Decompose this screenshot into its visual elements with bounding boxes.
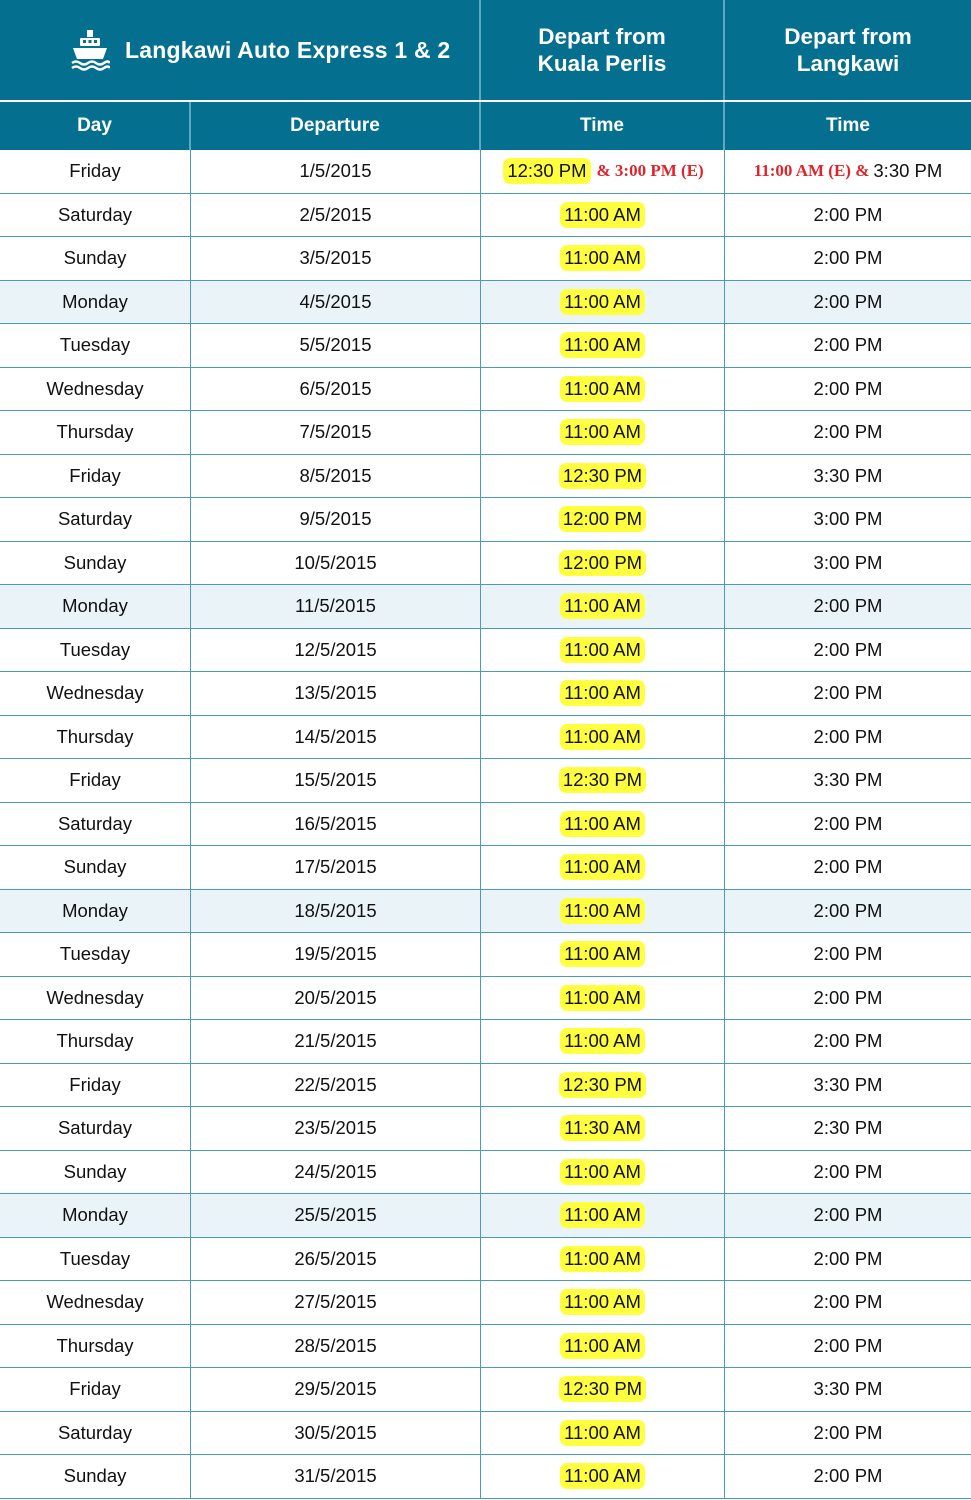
- day-cell: Sunday: [0, 237, 191, 280]
- kp-time: 11:00 AM: [560, 1420, 645, 1446]
- kp-time-cell: [481, 194, 725, 237]
- schedule-banner: [0, 0, 971, 100]
- kp-time-cell: [481, 672, 725, 715]
- kp-time: 11:00 AM: [560, 593, 645, 619]
- day-cell: Sunday: [0, 1455, 191, 1498]
- table-row: [0, 846, 971, 890]
- lk-time-cell: 3:30 PM: [813, 1073, 883, 1095]
- kp-time-cell: [481, 890, 725, 933]
- kp-time: 12:30 PM: [559, 1376, 646, 1402]
- day-cell: Sunday: [0, 846, 191, 889]
- date-cell: 13/5/2015: [191, 672, 481, 715]
- table-row: [0, 977, 971, 1021]
- kp-time-cell: [481, 1368, 725, 1411]
- kp-time-cell: [481, 846, 725, 889]
- table-row: [0, 324, 971, 368]
- kp-time-cell: [481, 150, 725, 193]
- kp-time: 11:00 AM: [560, 985, 645, 1011]
- kp-time: 11:00 AM: [560, 1028, 645, 1054]
- lk-time-cell: 3:30 PM: [813, 769, 883, 791]
- kp-extra-trip: & 3:00 PM (E): [596, 161, 704, 181]
- table-row: [0, 498, 971, 542]
- table-row: [0, 1368, 971, 1412]
- table-row: [0, 672, 971, 716]
- col-header-day: Day: [0, 102, 191, 150]
- day-cell: Tuesday: [0, 1238, 191, 1281]
- lk-time-cell: 3:30 PM: [813, 464, 883, 486]
- lk-time-cell: 2:00 PM: [813, 290, 883, 312]
- kp-time-cell: [481, 759, 725, 802]
- kp-time-cell: [481, 629, 725, 672]
- kp-time-cell: [481, 455, 725, 498]
- kp-time-cell: [481, 281, 725, 324]
- table-row: [0, 455, 971, 499]
- kp-time: 12:00 PM: [559, 506, 646, 532]
- kp-time: 11:00 AM: [560, 332, 645, 358]
- lk-time-cell: 2:00 PM: [813, 421, 883, 443]
- kp-time-cell: [481, 1020, 725, 1063]
- day-cell: Sunday: [0, 542, 191, 585]
- col-header-time-lk: Time: [825, 115, 870, 136]
- date-cell: 15/5/2015: [191, 759, 481, 802]
- lk-time-cell: 2:00 PM: [813, 638, 883, 660]
- table-row: [0, 759, 971, 803]
- table-row: [0, 933, 971, 977]
- lk-extra-trip: 11:00 AM (E) &: [753, 161, 870, 181]
- date-cell: 21/5/2015: [191, 1020, 481, 1063]
- lk-time-cell: 2:00 PM: [813, 334, 883, 356]
- lk-time-cell: 2:00 PM: [813, 1160, 883, 1182]
- kp-time: 11:00 AM: [560, 376, 645, 402]
- lk-time-cell: 2:00 PM: [813, 943, 883, 965]
- date-cell: 6/5/2015: [191, 368, 481, 411]
- column-headers: [0, 100, 971, 150]
- schedule-rows: [0, 150, 971, 1499]
- kp-time: 11:00 AM: [560, 854, 645, 880]
- kp-time-cell: [481, 411, 725, 454]
- date-cell: 27/5/2015: [191, 1281, 481, 1324]
- lk-time-cell: [725, 150, 971, 193]
- table-row: [0, 803, 971, 847]
- lk-time-cell: 2:00 PM: [813, 1465, 883, 1487]
- table-row: [0, 1107, 971, 1151]
- kp-time: 11:00 AM: [560, 289, 645, 315]
- kp-time: 11:00 AM: [560, 680, 645, 706]
- lk-time-cell: 2:00 PM: [813, 203, 883, 225]
- day-cell: Saturday: [0, 803, 191, 846]
- lk-time-cell: 2:00 PM: [813, 1204, 883, 1226]
- lk-time-cell: 3:00 PM: [813, 508, 883, 530]
- depart-kuala-perlis-heading: [481, 0, 725, 100]
- day-cell: Wednesday: [0, 368, 191, 411]
- kp-time: 12:00 PM: [559, 550, 646, 576]
- kp-time-cell: [481, 1194, 725, 1237]
- date-cell: 23/5/2015: [191, 1107, 481, 1150]
- kp-time-cell: [481, 1455, 725, 1498]
- lk-time-cell: 3:00 PM: [813, 551, 883, 573]
- depart-kp-line1: Depart from: [538, 24, 666, 49]
- date-cell: 19/5/2015: [191, 933, 481, 976]
- table-row: [0, 629, 971, 673]
- kp-time-cell: [481, 498, 725, 541]
- kp-time-cell: [481, 716, 725, 759]
- table-row: [0, 1281, 971, 1325]
- day-cell: Saturday: [0, 1412, 191, 1455]
- date-cell: 2/5/2015: [191, 194, 481, 237]
- kp-time: 12:30 PM: [503, 158, 590, 184]
- kp-time-cell: [481, 368, 725, 411]
- table-row: [0, 716, 971, 760]
- day-cell: Monday: [0, 585, 191, 628]
- kp-time-cell: [481, 1064, 725, 1107]
- depart-lk-line2: Langkawi: [796, 51, 900, 76]
- date-cell: 11/5/2015: [191, 585, 481, 628]
- lk-time-cell: 2:00 PM: [813, 682, 883, 704]
- table-row: [0, 1455, 971, 1499]
- kp-time-cell: [481, 977, 725, 1020]
- kp-time-cell: [481, 237, 725, 280]
- kp-time: 11:00 AM: [560, 724, 645, 750]
- date-cell: 9/5/2015: [191, 498, 481, 541]
- lk-time-cell: 2:00 PM: [813, 856, 883, 878]
- lk-time-cell: 2:00 PM: [813, 1247, 883, 1269]
- day-cell: Friday: [0, 150, 191, 193]
- day-cell: Wednesday: [0, 672, 191, 715]
- kp-time: 12:30 PM: [559, 463, 646, 489]
- lk-time-cell: 2:30 PM: [813, 1117, 883, 1139]
- day-cell: Monday: [0, 1194, 191, 1237]
- day-cell: Monday: [0, 890, 191, 933]
- lk-time-cell: 3:30 PM: [813, 1378, 883, 1400]
- kp-time: 11:00 AM: [560, 1159, 645, 1185]
- date-cell: 14/5/2015: [191, 716, 481, 759]
- table-row: [0, 1194, 971, 1238]
- table-row: [0, 1325, 971, 1369]
- lk-time-cell: 2:00 PM: [813, 899, 883, 921]
- day-cell: Tuesday: [0, 933, 191, 976]
- banner-title-cell: [0, 0, 481, 100]
- date-cell: 30/5/2015: [191, 1412, 481, 1455]
- kp-time-cell: [481, 1281, 725, 1324]
- kp-time: 11:00 AM: [560, 1246, 645, 1272]
- table-row: [0, 1238, 971, 1282]
- page-title: Langkawi Auto Express 1 & 2: [125, 36, 451, 63]
- day-cell: Saturday: [0, 1107, 191, 1150]
- table-row: [0, 585, 971, 629]
- table-row: [0, 237, 971, 281]
- lk-time: 3:30 PM: [873, 160, 943, 182]
- date-cell: 31/5/2015: [191, 1455, 481, 1498]
- day-cell: Thursday: [0, 1325, 191, 1368]
- kp-time: 11:00 AM: [560, 811, 645, 837]
- lk-time-cell: 2:00 PM: [813, 595, 883, 617]
- day-cell: Friday: [0, 759, 191, 802]
- kp-time: 11:00 AM: [560, 637, 645, 663]
- day-cell: Tuesday: [0, 324, 191, 367]
- day-cell: Tuesday: [0, 629, 191, 672]
- day-cell: Friday: [0, 455, 191, 498]
- date-cell: 20/5/2015: [191, 977, 481, 1020]
- date-cell: 8/5/2015: [191, 455, 481, 498]
- date-cell: 16/5/2015: [191, 803, 481, 846]
- kp-time: 11:30 AM: [560, 1115, 645, 1141]
- table-row: [0, 150, 971, 194]
- kp-time-cell: [481, 803, 725, 846]
- kp-time: 11:00 AM: [560, 419, 645, 445]
- kp-time-cell: [481, 1107, 725, 1150]
- date-cell: 25/5/2015: [191, 1194, 481, 1237]
- kp-time-cell: [481, 1238, 725, 1281]
- table-row: [0, 1412, 971, 1456]
- date-cell: 3/5/2015: [191, 237, 481, 280]
- kp-time: 11:00 AM: [560, 245, 645, 271]
- day-cell: Saturday: [0, 498, 191, 541]
- date-cell: 1/5/2015: [191, 150, 481, 193]
- kp-time-cell: [481, 585, 725, 628]
- day-cell: Wednesday: [0, 977, 191, 1020]
- day-cell: Saturday: [0, 194, 191, 237]
- lk-time-cell: 2:00 PM: [813, 986, 883, 1008]
- lk-time-cell: 2:00 PM: [813, 1421, 883, 1443]
- kp-time: 11:00 AM: [560, 898, 645, 924]
- lk-time-cell: 2:00 PM: [813, 725, 883, 747]
- kp-time: 11:00 AM: [560, 1463, 645, 1489]
- day-cell: Thursday: [0, 411, 191, 454]
- table-row: [0, 542, 971, 586]
- depart-langkawi-heading: [725, 0, 971, 100]
- kp-time-cell: [481, 324, 725, 367]
- lk-time-cell: 2:00 PM: [813, 377, 883, 399]
- day-cell: Friday: [0, 1064, 191, 1107]
- kp-time-cell: [481, 1325, 725, 1368]
- date-cell: 28/5/2015: [191, 1325, 481, 1368]
- kp-time-cell: [481, 1412, 725, 1455]
- kp-time: 11:00 AM: [560, 1202, 645, 1228]
- date-cell: 7/5/2015: [191, 411, 481, 454]
- date-cell: 24/5/2015: [191, 1151, 481, 1194]
- kp-time-cell: [481, 1151, 725, 1194]
- lk-time-cell: 2:00 PM: [813, 1334, 883, 1356]
- date-cell: 5/5/2015: [191, 324, 481, 367]
- kp-time: 11:00 AM: [560, 202, 645, 228]
- table-row: [0, 890, 971, 934]
- date-cell: 26/5/2015: [191, 1238, 481, 1281]
- kp-time: 11:00 AM: [560, 941, 645, 967]
- date-cell: 18/5/2015: [191, 890, 481, 933]
- kp-time-cell: [481, 933, 725, 976]
- col-header-time-kp: Time: [481, 102, 725, 150]
- date-cell: 12/5/2015: [191, 629, 481, 672]
- depart-kp-line2: Kuala Perlis: [537, 51, 667, 76]
- table-row: [0, 281, 971, 325]
- day-cell: Monday: [0, 281, 191, 324]
- date-cell: 4/5/2015: [191, 281, 481, 324]
- table-row: [0, 1151, 971, 1195]
- day-cell: Thursday: [0, 716, 191, 759]
- kp-time: 12:30 PM: [559, 767, 646, 793]
- date-cell: 17/5/2015: [191, 846, 481, 889]
- kp-time-cell: [481, 542, 725, 585]
- day-cell: Wednesday: [0, 1281, 191, 1324]
- kp-time: 11:00 AM: [560, 1289, 645, 1315]
- table-row: [0, 368, 971, 412]
- date-cell: 22/5/2015: [191, 1064, 481, 1107]
- table-row: [0, 1064, 971, 1108]
- col-header-departure: Departure: [191, 102, 481, 150]
- lk-time-cell: 2:00 PM: [813, 1030, 883, 1052]
- day-cell: Friday: [0, 1368, 191, 1411]
- ferry-icon: [70, 28, 110, 72]
- lk-time-cell: 2:00 PM: [813, 812, 883, 834]
- lk-time-cell: 2:00 PM: [813, 247, 883, 269]
- day-cell: Thursday: [0, 1020, 191, 1063]
- table-row: [0, 194, 971, 238]
- day-cell: Sunday: [0, 1151, 191, 1194]
- depart-lk-line1: Depart from: [784, 24, 912, 49]
- date-cell: 29/5/2015: [191, 1368, 481, 1411]
- lk-time-cell: 2:00 PM: [813, 1291, 883, 1313]
- kp-time: 11:00 AM: [560, 1333, 645, 1359]
- kp-time: 12:30 PM: [559, 1072, 646, 1098]
- table-row: [0, 411, 971, 455]
- table-row: [0, 1020, 971, 1064]
- date-cell: 10/5/2015: [191, 542, 481, 585]
